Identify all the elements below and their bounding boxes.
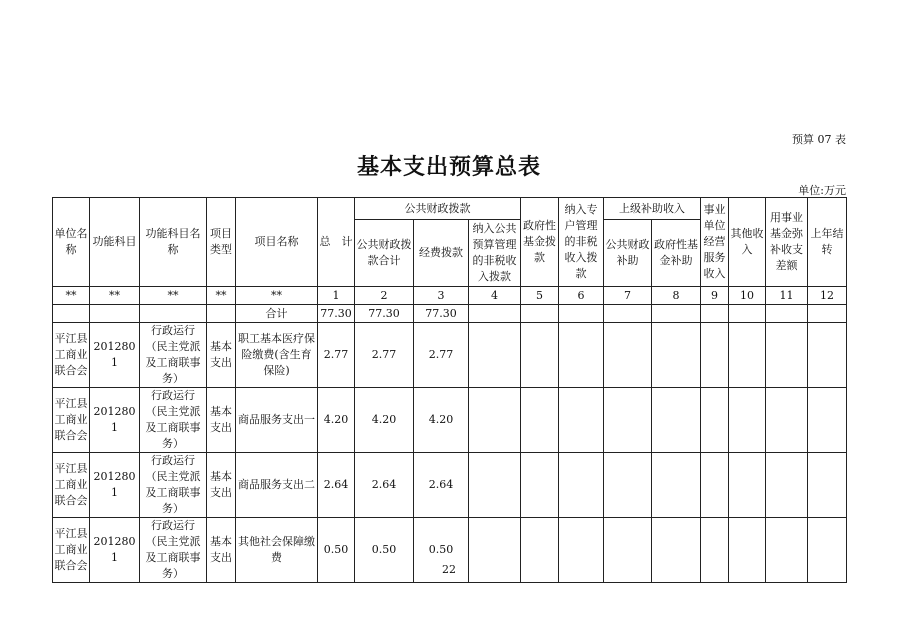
index-cell: ** [90, 287, 140, 305]
cell-func: 行政运行（民主党派及工商联事务） [140, 323, 207, 388]
header-fund-offset: 用事业基金弥补收支差额 [766, 198, 808, 287]
cell-total: 4.20 [318, 388, 355, 453]
header-business-income: 事业单位经营服务收入 [701, 198, 729, 287]
header-nontax-special: 纳入专户管理的非税收入拨款 [559, 198, 604, 287]
cell-func: 行政运行（民主党派及工商联事务） [140, 453, 207, 518]
cell-name: 商品服务支出二 [236, 453, 318, 518]
page-number: 22 [442, 563, 456, 576]
cell-code: 2012801 [90, 518, 140, 583]
header-carryover: 上年结转 [808, 198, 847, 287]
cell-unit: 平江县工商业联合会 [53, 518, 90, 583]
header-public-fiscal-total: 公共财政拨款合计 [355, 220, 414, 287]
header-sup-gov-fund: 政府性基金补助 [652, 220, 701, 287]
sum-row [53, 305, 847, 323]
header-gov-fund: 政府性基金拨款 [521, 198, 559, 287]
table-row [53, 323, 847, 388]
cell-total: 0.50 [318, 518, 355, 583]
table-row [53, 453, 847, 518]
cell-public-total: 4.20 [355, 388, 414, 453]
header-func-name: 功能科目名称 [140, 198, 207, 287]
index-cell: 8 [652, 287, 701, 305]
sum-public-total: 77.30 [355, 305, 414, 323]
cell-unit: 平江县工商业联合会 [53, 323, 90, 388]
index-cell: 4 [469, 287, 521, 305]
cell-public-total: 2.77 [355, 323, 414, 388]
index-cell: ** [140, 287, 207, 305]
cell-public-total: 0.50 [355, 518, 414, 583]
cell-expense: 2.77 [414, 323, 469, 388]
index-cell: 1 [318, 287, 355, 305]
index-cell: 2 [355, 287, 414, 305]
index-cell: 11 [766, 287, 808, 305]
header-total: 总 计 [318, 198, 355, 287]
budget-table [52, 197, 847, 583]
index-cell: ** [236, 287, 318, 305]
unit-label: 单位:万元 [798, 184, 846, 197]
header-row-1 [53, 198, 847, 220]
sum-total: 77.30 [318, 305, 355, 323]
cell-expense: 0.50 [414, 518, 469, 583]
header-unit-name: 单位名称 [53, 198, 90, 287]
cell-func: 行政运行（民主党派及工商联事务） [140, 518, 207, 583]
cell-name: 商品服务支出一 [236, 388, 318, 453]
index-cell: 3 [414, 287, 469, 305]
table-row [53, 388, 847, 453]
index-cell: ** [53, 287, 90, 305]
header-expense-alloc: 经费拨款 [414, 220, 469, 287]
cell-unit: 平江县工商业联合会 [53, 453, 90, 518]
index-row [53, 287, 847, 305]
cell-type: 基本支出 [207, 453, 236, 518]
header-sup-public-fiscal: 公共财政补助 [604, 220, 652, 287]
header-proj-name: 项目名称 [236, 198, 318, 287]
cell-code: 2012801 [90, 388, 140, 453]
index-cell: 7 [604, 287, 652, 305]
cell-name: 职工基本医疗保险缴费(含生育保险) [236, 323, 318, 388]
cell-type: 基本支出 [207, 323, 236, 388]
header-nontax-budget: 纳入公共预算管理的非税收入拨款 [469, 220, 521, 287]
cell-unit: 平江县工商业联合会 [53, 388, 90, 453]
index-cell: 6 [559, 287, 604, 305]
index-cell: 12 [808, 287, 847, 305]
cell-public-total: 2.64 [355, 453, 414, 518]
cell-total: 2.64 [318, 453, 355, 518]
form-code: 预算 07 表 [792, 133, 846, 146]
cell-expense: 2.64 [414, 453, 469, 518]
sum-label: 合计 [236, 305, 318, 323]
sum-expense: 77.30 [414, 305, 469, 323]
cell-expense: 4.20 [414, 388, 469, 453]
cell-name: 其他社会保障缴费 [236, 518, 318, 583]
index-cell: 5 [521, 287, 559, 305]
header-public-fiscal: 公共财政拨款 [355, 198, 521, 220]
header-other-income: 其他收入 [729, 198, 766, 287]
header-func-code: 功能科目 [90, 198, 140, 287]
cell-total: 2.77 [318, 323, 355, 388]
header-proj-type: 项目类型 [207, 198, 236, 287]
cell-func: 行政运行（民主党派及工商联事务） [140, 388, 207, 453]
index-cell: 10 [729, 287, 766, 305]
index-cell: ** [207, 287, 236, 305]
cell-code: 2012801 [90, 453, 140, 518]
header-superior-subsidy: 上级补助收入 [604, 198, 701, 220]
cell-code: 2012801 [90, 323, 140, 388]
cell-type: 基本支出 [207, 388, 236, 453]
cell-type: 基本支出 [207, 518, 236, 583]
index-cell: 9 [701, 287, 729, 305]
page-title: 基本支出预算总表 [356, 154, 541, 180]
